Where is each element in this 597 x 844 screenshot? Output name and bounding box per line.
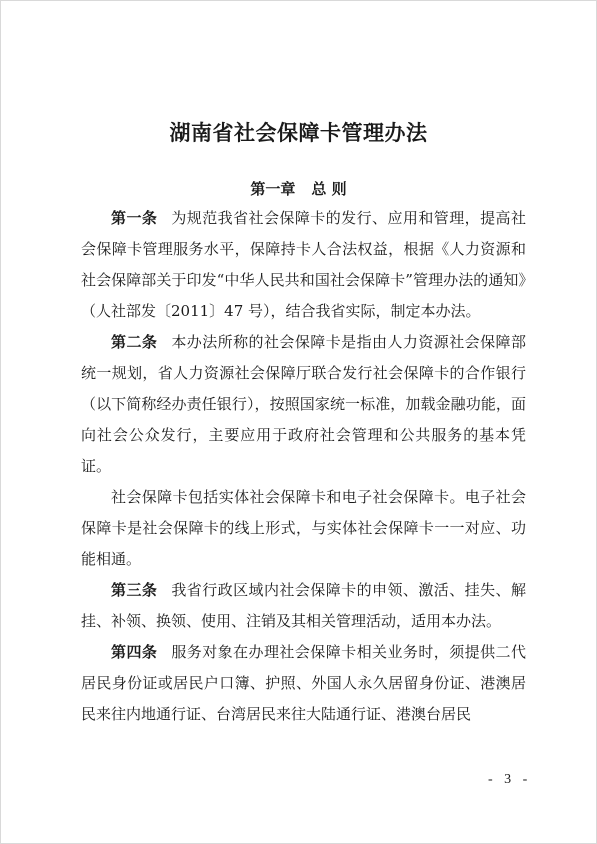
article-text: 为规范我省社会保障卡的发行、应用和管理，提高社会保障卡管理服务水平，保障持卡人合法权益，根据《人力资源和社会保障部关于印发“中华人民共和国社会保障卡”管理办法的通知》（人社部发〔2011〕47 号），结合我省实际，制定本办法。 bbox=[81, 209, 526, 320]
document-body bbox=[81, 203, 526, 730]
article-label: 第四条 bbox=[111, 643, 158, 661]
body-paragraph bbox=[81, 482, 526, 575]
article-text: 服务对象在办理社会保障卡相关业务时，须提供二代居民身份证或居民户口簿、护照、外国人永久居留身份证、港澳居民来往内地通行证、台湾居民来往大陆通行证、港澳台居民 bbox=[81, 643, 526, 723]
document-title: 湖南省社会保障卡管理办法 bbox=[169, 120, 428, 145]
chapter-heading bbox=[0, 178, 597, 199]
article-label: 第一条 bbox=[111, 209, 158, 227]
paragraph-text: 社会保障卡包括实体社会保障卡和电子社会保障卡。电子社会保障卡是社会保障卡的线上形式，与实体社会保障卡一一对应、功能相通。 bbox=[81, 488, 526, 568]
article-paragraph bbox=[81, 575, 526, 637]
article-text: 本办法所称的社会保障卡是指由人力资源社会保障部统一规划，省人力资源社会保障厅联合发行社会保障卡的合作银行（以下简称经办责任银行），按照国家统一标准，加载金融功能，面向社会公众发行，主要应用于政府社会管理和公共服务的基本凭证。 bbox=[81, 333, 526, 475]
chapter-number: 第一章 bbox=[250, 180, 296, 198]
article-text: 我省行政区域内社会保障卡的申领、激活、挂失、解挂、补领、换领、使用、注销及其相关管理活动，适用本办法。 bbox=[81, 581, 526, 630]
article-label: 第三条 bbox=[111, 581, 158, 599]
page-number: - 3 - bbox=[488, 772, 532, 787]
article-paragraph bbox=[81, 327, 526, 482]
article-label: 第二条 bbox=[111, 333, 158, 351]
chapter-name: 总 则 bbox=[311, 180, 347, 198]
article-paragraph bbox=[81, 203, 526, 327]
article-paragraph bbox=[81, 637, 526, 730]
